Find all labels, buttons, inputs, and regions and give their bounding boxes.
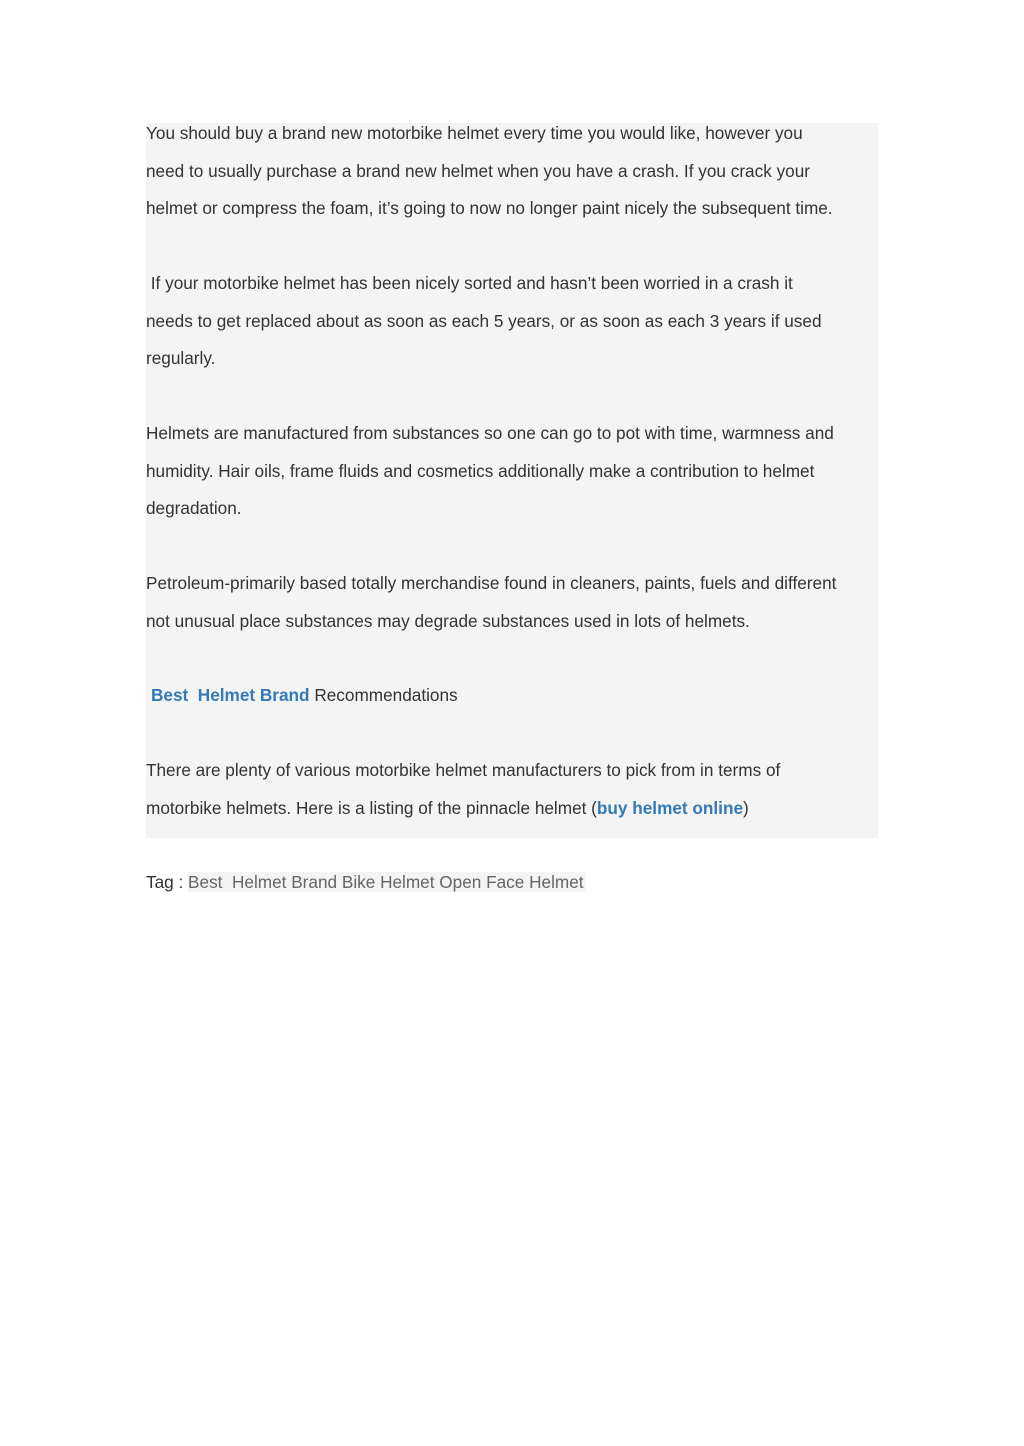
paragraph-line: not unusual place substances may degrade substances used in lots of helmets. <box>146 610 750 631</box>
paragraph-manufacturers <box>146 752 886 827</box>
paragraph-line: You should buy a brand new motorbike helmet every time you would like, however you <box>146 123 803 143</box>
paragraph-line: Petroleum-primarily based totally merchandise found in cleaners, paints, fuels and different <box>146 573 837 593</box>
paragraph-replacement-interval <box>146 265 886 378</box>
paragraph-line: needs to get replaced about as soon as each 5 years, or as soon as each 3 years if used <box>146 310 822 331</box>
paragraph-line: If your motorbike helmet has been nicely sorted and hasn’t been worried in a crash it <box>146 273 793 293</box>
paragraph-line: need to usually purchase a brand new helmet when you have a crash. If you crack your <box>146 160 811 181</box>
paragraph-line: degradation. <box>146 498 242 518</box>
tag-link-bike-helmet[interactable]: Bike Helmet <box>341 872 435 892</box>
paragraph-text: ) <box>743 797 749 818</box>
tag-label: Tag : <box>146 872 189 892</box>
tag-list <box>146 864 586 902</box>
buy-helmet-online-link[interactable]: buy helmet online <box>596 797 744 818</box>
tag-links-group <box>188 872 586 892</box>
section-heading <box>146 677 891 715</box>
paragraph-line: regularly. <box>146 348 216 368</box>
paragraph-petroleum <box>146 565 886 640</box>
paragraph-line: Helmets are manufactured from substances so one can go to pot with time, warmness and <box>146 423 834 443</box>
paragraph-materials <box>146 415 886 528</box>
paragraph-text: motorbike helmets. Here is a listing of the pinnacle helmet ( <box>146 797 597 818</box>
best-helmet-brand-link[interactable]: Best Helmet Brand <box>151 685 310 705</box>
paragraph-line: helmet or compress the foam, it’s going to now no longer paint nicely the subsequent time. <box>146 198 833 218</box>
paragraph-line <box>146 790 886 828</box>
tag-link-open-face-helmet[interactable]: Open Face Helmet <box>439 872 584 892</box>
paragraph-helmet-replacement <box>146 115 886 228</box>
tag-link-best-helmet-brand[interactable]: Best Helmet Brand <box>188 872 338 892</box>
heading-text: Recommendations <box>309 685 458 705</box>
paragraph-line: There are plenty of various motorbike helmet manufacturers to pick from in terms of <box>146 760 781 780</box>
paragraph-line: humidity. Hair oils, frame fluids and cosmetics additionally make a contribution to helmet <box>146 460 815 481</box>
